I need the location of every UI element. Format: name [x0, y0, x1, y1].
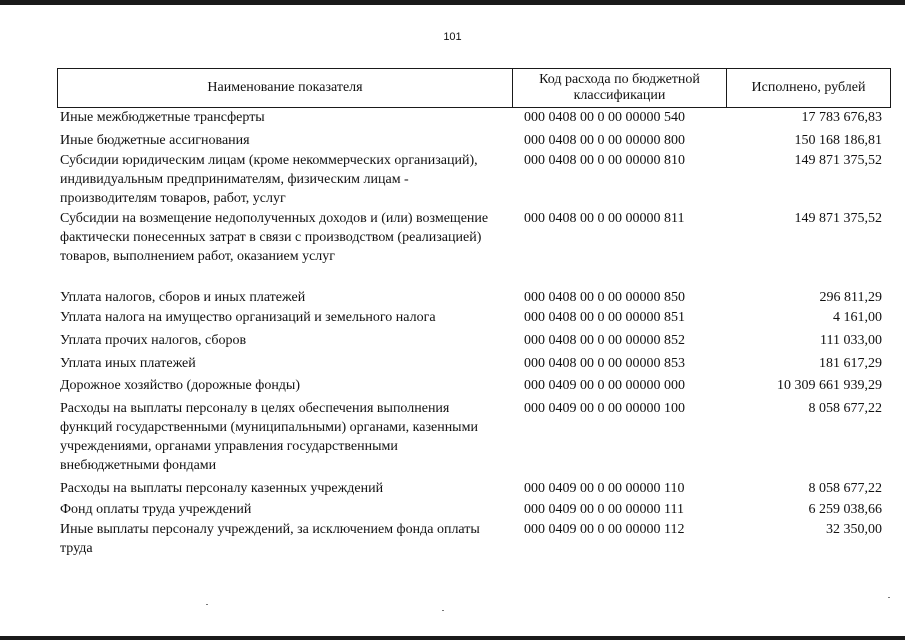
scan-speck [206, 604, 208, 605]
row-name: Уплата налогов, сборов и иных платежей [60, 290, 306, 305]
top-border [0, 0, 905, 5]
header-code: Код расхода по бюджетной классификации [513, 69, 727, 107]
row-code: 000 0408 00 0 00 00000 810 [524, 153, 685, 168]
header-name: Наименование показателя [58, 69, 513, 107]
row-name: Иные межбюджетные трансферты [60, 110, 265, 125]
bottom-border [0, 636, 905, 640]
row-name: Расходы на выплаты персоналу казенных учреждений [60, 481, 384, 496]
row-amount: 8 058 677,22 [808, 481, 882, 496]
row-amount: 17 783 676,83 [801, 110, 882, 125]
row-name: Иные выплаты персоналу учреждений, за исключением фонда оплаты труда [60, 522, 480, 556]
row-code: 000 0408 00 0 00 00000 850 [524, 290, 685, 305]
row-name: Уплата прочих налогов, сборов [60, 333, 247, 348]
row-name: Расходы на выплаты персоналу в целях обеспечения выполнения функций государственными (муниципальными) органами, казенными учреждениями, органами управления государственными внебюджетными фондами [60, 401, 478, 473]
row-code: 000 0409 00 0 00 00000 111 [524, 502, 684, 517]
row-amount: 8 058 677,22 [808, 401, 882, 416]
row-amount: 296 811,29 [819, 290, 882, 305]
row-name: Уплата налога на имущество организаций и земельного налога [60, 310, 436, 325]
table-header [57, 68, 891, 108]
row-code: 000 0408 00 0 00 00000 540 [524, 110, 685, 125]
row-name: Субсидии на возмещение недополученных доходов и (или) возмещение фактически понесенных затрат в связи с производством (реализацией) товаров, выполнением работ, оказанием услуг [60, 211, 489, 264]
row-code: 000 0409 00 0 00 00000 100 [524, 401, 685, 416]
row-name: Дорожное хозяйство (дорожные фонды) [60, 378, 301, 393]
row-name: Иные бюджетные ассигнования [60, 133, 250, 148]
row-name: Субсидии юридическим лицам (кроме некоммерческих организаций), индивидуальным предпринимателям, физическим лицам - производителям товаров, работ, услуг [60, 153, 478, 206]
row-amount: 149 871 375,52 [794, 211, 882, 226]
row-code: 000 0409 00 0 00 00000 000 [524, 378, 685, 393]
row-code: 000 0408 00 0 00 00000 800 [524, 133, 685, 148]
row-amount: 6 259 038,66 [808, 502, 882, 517]
row-amount: 111 033,00 [820, 333, 882, 348]
row-amount: 4 161,00 [833, 310, 882, 325]
row-name: Фонд оплаты труда учреждений [60, 502, 252, 517]
row-code: 000 0409 00 0 00 00000 110 [524, 481, 685, 496]
row-amount: 150 168 186,81 [794, 133, 882, 148]
row-name: Уплата иных платежей [60, 356, 196, 371]
row-code: 000 0409 00 0 00 00000 112 [524, 522, 685, 537]
row-amount: 10 309 661 939,29 [777, 378, 882, 393]
row-amount: 181 617,29 [819, 356, 882, 371]
scan-speck [442, 610, 444, 611]
row-code: 000 0408 00 0 00 00000 851 [524, 310, 685, 325]
header-amount: Исполнено, рублей [751, 80, 866, 95]
row-code: 000 0408 00 0 00 00000 811 [524, 211, 685, 226]
page-number: 101 [443, 31, 462, 43]
row-amount: 32 350,00 [826, 522, 882, 537]
scan-speck [888, 597, 890, 598]
row-amount: 149 871 375,52 [794, 153, 882, 168]
row-code: 000 0408 00 0 00 00000 853 [524, 356, 685, 371]
row-code: 000 0408 00 0 00 00000 852 [524, 333, 685, 348]
